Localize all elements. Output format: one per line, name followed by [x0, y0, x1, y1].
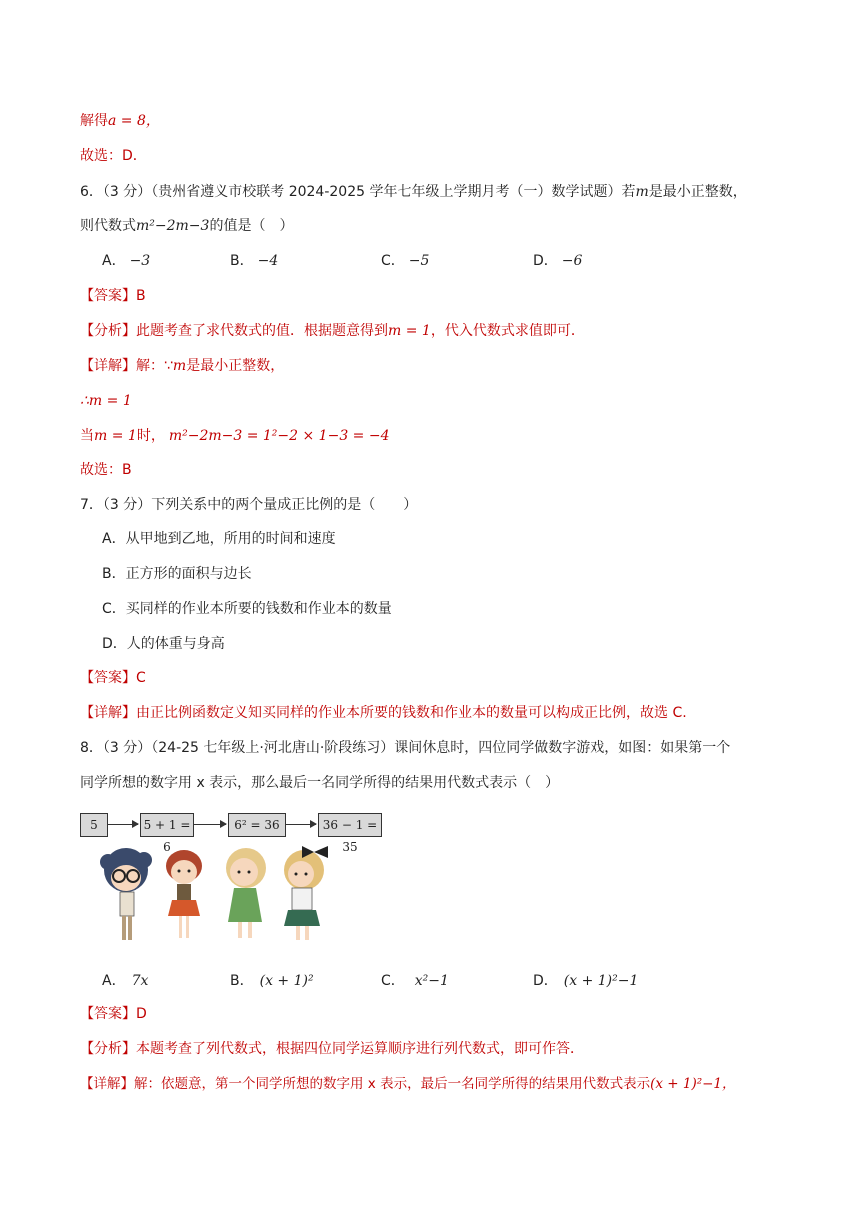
q6-stem-text: 6．（3 分）（贵州省遵义市校联考 2024-2025 学年七年级上学期月考（一）数学试题）若 — [80, 184, 636, 200]
q6-option-c[interactable] — [381, 251, 429, 271]
flow-box-4: 36 − 1 = 35 — [318, 813, 382, 837]
q6-stem-m: m — [635, 184, 649, 200]
q8-option-c-label: C． — [381, 973, 405, 989]
q6-answer — [80, 286, 146, 306]
q7-detail-tag: 【详解】 — [80, 705, 136, 721]
q6-option-a[interactable] — [102, 251, 150, 271]
q8-stem-source: （24-25 七年级上·河北唐山·阶段练习） — [151, 740, 395, 756]
q6-analysis-pre: 此题考查了求代数式的值．根据题意得到 — [136, 323, 388, 339]
student-2-figure — [166, 850, 202, 938]
student-1-figure — [100, 848, 152, 940]
q8-answer — [80, 1004, 147, 1024]
q8-detail-math: (x + 1)²−1， — [650, 1076, 736, 1092]
flow-arrow-3 — [286, 824, 316, 825]
four-students-illustration — [96, 842, 336, 947]
q7-option-b[interactable]: B．正方形的面积与边长 — [102, 566, 252, 582]
q8-option-d-label: D． — [533, 973, 558, 989]
q8-stem-line1 — [80, 738, 730, 758]
q7-answer — [80, 668, 146, 688]
student-4-figure — [284, 846, 328, 940]
q6-option-b[interactable] — [230, 251, 278, 271]
q6-analysis — [80, 321, 585, 341]
q6-answer-tag: 【答案】 — [80, 288, 136, 304]
q8-stem-post: 课间休息时，四位同学做数字游戏，如图：如果第一个 — [394, 740, 731, 756]
q6-detail-pre: 解：∵ — [136, 358, 173, 374]
q6-stem-prefix: 则代数式 — [80, 218, 136, 234]
q5-solve-line — [80, 111, 160, 131]
q6-stem-suffix: 的值是（ ） — [209, 218, 294, 234]
flow-box-3: 6² = 36 — [228, 813, 286, 837]
q8-answer-tag: 【答案】 — [80, 1006, 136, 1022]
q6-when-pre: 当 — [80, 428, 94, 444]
q7-stem: 7．（3 分）下列关系中的两个量成正比例的是（ ） — [80, 497, 418, 513]
q8-detail-pre: 解：依题意，第一个同学所想的数字用 x 表示，最后一名同学所得的结果用代数式表示 — [134, 1076, 651, 1092]
q7-option-a[interactable]: A．从甲地到乙地，所用的时间和速度 — [102, 531, 336, 547]
q7-option-d[interactable]: D．人的体重与身高 — [102, 636, 225, 652]
q8-option-b[interactable] — [230, 971, 314, 991]
q6-answer-value: B — [136, 288, 146, 304]
q7-option-c[interactable]: C．买同样的作业本所要的钱数和作业本的数量 — [102, 601, 392, 617]
flow-arrow-2 — [194, 824, 226, 825]
q6-option-c-label: C． — [381, 253, 405, 269]
q8-option-b-label: B． — [230, 973, 254, 989]
q6-when-mid: 时， — [136, 428, 165, 444]
q5-choice: 故选：D． — [80, 148, 147, 164]
q6-option-a-value: −3 — [129, 253, 151, 269]
q8-analysis-tag: 【分析】 — [80, 1041, 136, 1057]
q6-option-d-value: −6 — [561, 253, 583, 269]
q6-therefore: ∴m = 1 — [80, 393, 132, 409]
q6-detail-post: 是最小正整数， — [186, 358, 285, 374]
q5-solve-text: 解得 — [80, 113, 108, 129]
q6-option-d-label: D． — [533, 253, 558, 269]
q6-analysis-post: ，代入代数式求值即可． — [430, 323, 585, 339]
q7-answer-value: C — [136, 670, 146, 686]
q8-option-d[interactable] — [533, 971, 638, 991]
q8-analysis — [80, 1039, 584, 1059]
q8-option-a[interactable] — [102, 971, 148, 991]
q6-option-d[interactable] — [533, 251, 582, 271]
q6-detail-m: m — [172, 358, 187, 374]
flow-box-1: 5 — [80, 813, 108, 837]
q8-option-a-value: 7x — [131, 973, 149, 989]
q5-solve-math: a = 8， — [108, 113, 160, 129]
q8-analysis-text: 本题考查了列代数式，根据四位同学运算顺序进行列代数式，即可作答． — [136, 1041, 584, 1057]
q6-stem-line1 — [80, 182, 747, 202]
q8-option-b-value: (x + 1)² — [259, 973, 314, 989]
q6-analysis-tag: 【分析】 — [80, 323, 136, 339]
q6-stem-line2 — [80, 216, 293, 236]
q6-option-b-label: B． — [230, 253, 254, 269]
student-3-figure — [226, 848, 266, 938]
q8-detail-tag: 【详解】 — [80, 1076, 134, 1092]
q7-detail-text: 由正比例函数定义知买同样的作业本所要的钱数和作业本的数量可以构成正比例，故选 C. — [136, 705, 687, 721]
q8-option-c-value: x²−1 — [414, 973, 449, 989]
q7-answer-tag: 【答案】 — [80, 670, 136, 686]
q8-detail — [80, 1074, 736, 1094]
q6-when-math: m = 1 — [94, 428, 137, 444]
q6-option-c-value: −5 — [408, 253, 430, 269]
flow-arrow-1 — [108, 824, 138, 825]
q7-detail — [80, 703, 687, 723]
q6-detail-tag: 【详解】 — [80, 358, 136, 374]
q6-when-calc: m²−2m−3 = 1²−2 × 1−3 = −4 — [168, 428, 390, 444]
q6-choice: 故选：B — [80, 462, 132, 478]
q8-option-c[interactable] — [381, 971, 449, 991]
q6-stem-expression: m²−2m−3 — [136, 218, 210, 234]
q8-stem-line2: 同学所想的数字用 x 表示，那么最后一名同学所得的结果用代数式表示（ ） — [80, 775, 560, 791]
q6-option-a-label: A． — [102, 253, 126, 269]
q8-answer-value: D — [136, 1006, 147, 1022]
q6-detail — [80, 356, 284, 376]
q8-option-d-value: (x + 1)²−1 — [563, 973, 639, 989]
q6-stem-text-end: 是最小正整数， — [648, 184, 747, 200]
q6-analysis-math: m = 1 — [388, 323, 431, 339]
q6-when-line — [80, 426, 390, 446]
q8-stem-pre: 8．（3 分） — [80, 740, 152, 756]
flow-box-2: 5 + 1 = 6 — [140, 813, 194, 837]
q8-option-a-label: A． — [102, 973, 126, 989]
q6-option-b-value: −4 — [257, 253, 279, 269]
